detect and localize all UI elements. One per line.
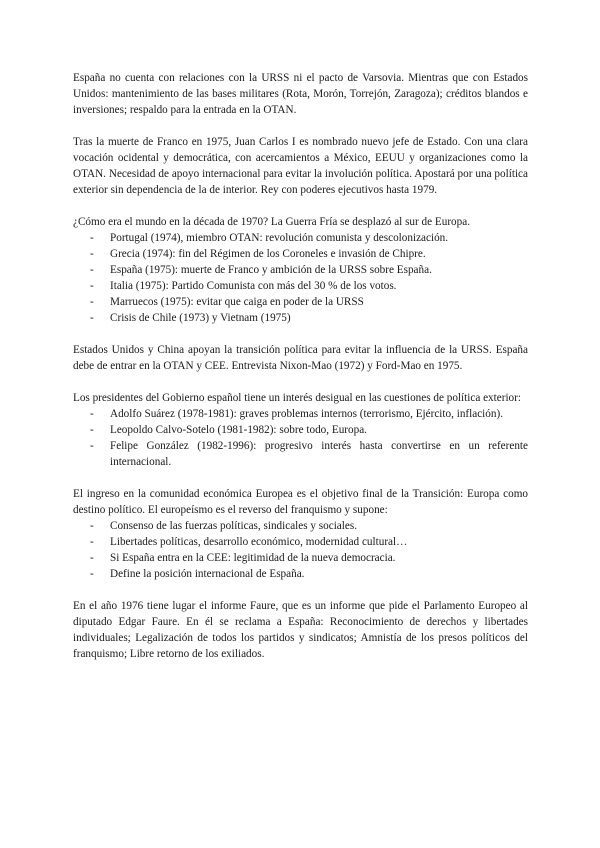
paragraph-europe: El ingreso en la comunidad económica Europea es el objetivo final de la Transición: Europa como destino político. El europeísmo es el reverso del franquismo y supone: bbox=[73, 488, 528, 516]
list-item: - Leopoldo Calvo-Sotelo (1981-1982): sobre todo, Europa. bbox=[73, 422, 528, 438]
paragraph-relations: España no cuenta con relaciones con la URSS ni el pacto de Varsovia. Mientras que con Estados Unidos: mantenimiento de las bases militares (Rota, Morón, Torrejón, Zaragoza); créditos blandos e inversiones; respaldo para la entrada en la OTAN. bbox=[73, 72, 528, 116]
document-page bbox=[73, 70, 528, 678]
list-item: - Consenso de las fuerzas políticas, sindicales y sociales. bbox=[73, 518, 528, 534]
list-item: - Si España entra en la CEE: legitimidad de la nueva democracia. bbox=[73, 550, 528, 566]
paragraph-usa-china: Estados Unidos y China apoyan la transición política para evitar la influencia de la URSS. España debe de entrar en la OTAN y CEE. Entrevista Nixon-Mao (1972) y Ford-Mao en 1975. bbox=[73, 344, 528, 372]
list-item: - España (1975): muerte de Franco y ambición de la URSS sobre España. bbox=[73, 262, 528, 278]
list-item: - Crisis de Chile (1973) y Vietnam (1975) bbox=[73, 310, 528, 326]
list-item: - Italia (1975): Partido Comunista con más del 30 % de los votos. bbox=[73, 278, 528, 294]
list-europeism bbox=[73, 518, 528, 582]
list-item: - Libertades políticas, desarrollo económico, modernidad cultural… bbox=[73, 534, 528, 550]
list-item: - Adolfo Suárez (1978-1981): graves problemas internos (terrorismo, Ejército, inflación). bbox=[73, 406, 528, 422]
paragraph-world-1970: ¿Cómo era el mundo en la década de 1970? La Guerra Fría se desplazó al sur de Europa. bbox=[73, 216, 470, 228]
list-world-1970 bbox=[73, 230, 528, 326]
list-item: - Define la posición internacional de España. bbox=[73, 566, 528, 582]
list-presidents bbox=[73, 406, 528, 470]
paragraph-faure-report: En el año 1976 tiene lugar el informe Faure, que es un informe que pide el Parlamento Europeo al diputado Edgar Faure. En él se reclama a España: Reconocimiento de derechos y libertades individuales; Legalización de todos los partidos y sindicatos; Amnistía de los presos políticos del franquismo; Libre retorno de los exiliados. bbox=[73, 600, 528, 660]
list-item: - Felipe González (1982-1996): progresivo interés hasta convertirse en un referente internacional. bbox=[73, 438, 528, 470]
list-item: - Portugal (1974), miembro OTAN: revolución comunista y descolonización. bbox=[73, 230, 528, 246]
list-item: - Marruecos (1975): evitar que caiga en poder de la URSS bbox=[73, 294, 528, 310]
paragraph-presidents: Los presidentes del Gobierno español tiene un interés desigual en las cuestiones de política exterior: bbox=[73, 392, 521, 404]
list-item: - Grecia (1974): fin del Régimen de los Coroneles e invasión de Chipre. bbox=[73, 246, 528, 262]
paragraph-juan-carlos: Tras la muerte de Franco en 1975, Juan Carlos I es nombrado nuevo jefe de Estado. Con una clara vocación ocidental y democrática, con acercamientos a México, EEUU y organizaciones como la OTAN. Necesidad de apoyo internacional para evitar la involución política. Apostará por una política exterior sin dependencia de la de interior. Rey con poderes ejecutivos hasta 1979. bbox=[73, 136, 528, 196]
